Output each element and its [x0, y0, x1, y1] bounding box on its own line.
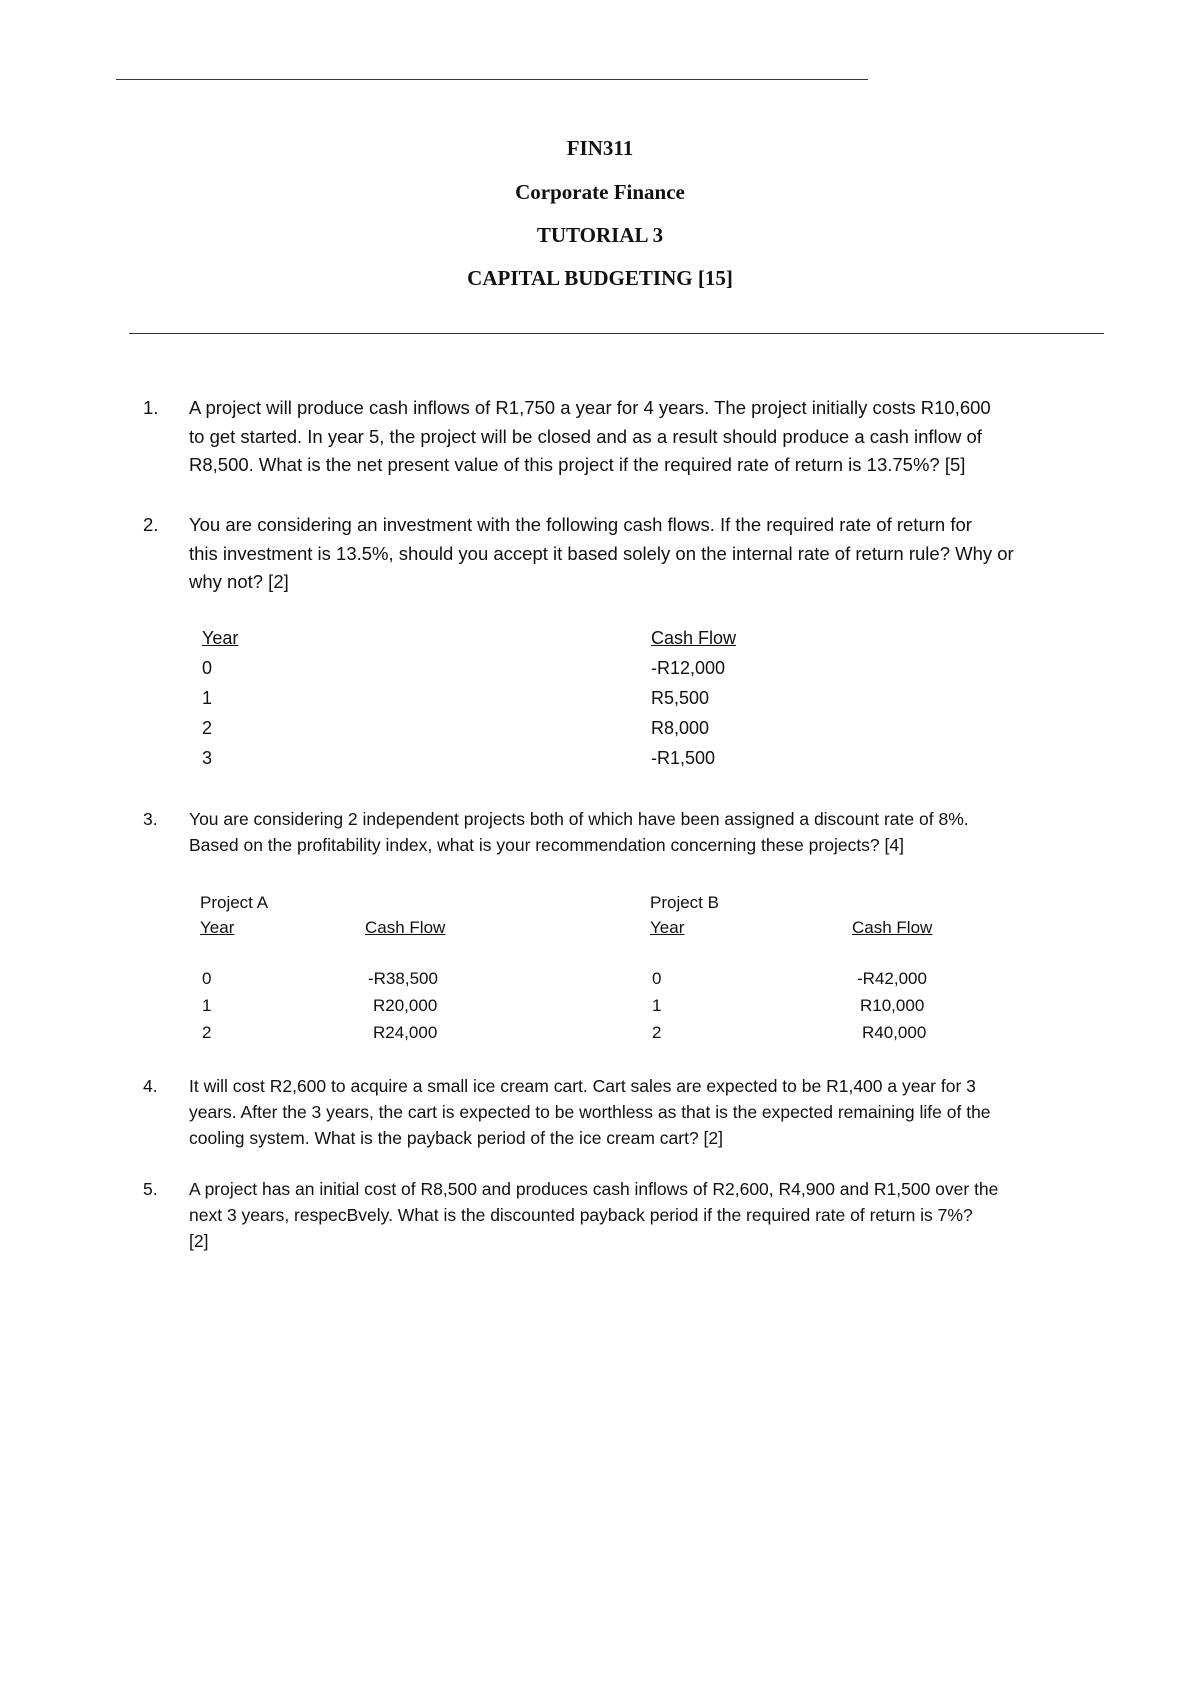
question-text-line: It will cost R2,600 to acquire a small ice cream cart. Cart sales are expected to be R1,400 a year for 3: [189, 1076, 976, 1096]
table-cell-year: 0: [652, 969, 662, 988]
table-cell-cash-flow: -R42,000: [857, 969, 927, 988]
question-number: 2.: [143, 514, 159, 535]
table-cell-cash-flow: R10,000: [860, 996, 925, 1015]
question-number: 5.: [143, 1179, 158, 1199]
table-cell-cash-flow: R40,000: [862, 1023, 927, 1042]
table-cell-cash-flow: -R38,500: [368, 969, 438, 988]
question-text-line: A project has an initial cost of R8,500 and produces cash inflows of R2,600, R4,900 and R1,500 over the: [189, 1179, 999, 1199]
table-cell-year: 2: [202, 718, 213, 738]
course-name: Corporate Finance: [515, 180, 685, 204]
question-5: [143, 1176, 1103, 1254]
table-cell-year: 2: [202, 1023, 212, 1042]
table-header-cash-flow: Cash Flow: [651, 628, 737, 648]
table-cell-year: 2: [652, 1023, 662, 1042]
table-header-year: Year: [202, 628, 239, 648]
table-cell-year: 0: [202, 969, 212, 988]
question-text-line: [2]: [189, 1231, 209, 1251]
table-cell-year: 1: [202, 688, 213, 708]
project-a-title: Project A: [200, 893, 269, 912]
question-2: [143, 511, 1103, 597]
tutorial-title: TUTORIAL 3: [536, 223, 664, 247]
table-cell-cash-flow: R8,000: [651, 718, 710, 738]
project-a-header-cash-flow: Cash Flow: [365, 918, 446, 937]
project-b-title: Project B: [650, 893, 719, 912]
question-text-line: A project will produce cash inflows of R1,750 a year for 4 years. The project initially costs R10,600: [189, 397, 991, 418]
table-cell-year: 0: [202, 658, 213, 678]
question-text-line: cooling system. What is the payback period of the ice cream cart? [2]: [189, 1128, 723, 1148]
question-1: [143, 394, 1103, 480]
question-text-line: You are considering 2 independent projects both of which have been assigned a discount rate of 8%.: [189, 809, 969, 829]
top-divider: [116, 79, 868, 80]
question-text-line: years. After the 3 years, the cart is expected to be worthless as that is the expected remaining life of the: [189, 1102, 991, 1122]
question-number: 1.: [143, 397, 159, 418]
question-number: 4.: [143, 1076, 158, 1096]
question-text-line: this investment is 13.5%, should you accept it based solely on the internal rate of return rule? Why or: [189, 542, 1014, 564]
course-code: FIN311: [566, 136, 634, 160]
question-text-line: next 3 years, respecBvely. What is the discounted payback period if the required rate of return is 7%?: [189, 1205, 973, 1225]
table-cell-year: 1: [202, 996, 212, 1015]
question-text-line: Based on the profitability index, what is your recommendation concerning these projects? [4]: [189, 835, 904, 855]
project-a-header-year: Year: [200, 918, 235, 937]
question-number: 3.: [143, 809, 158, 829]
question-3: [143, 806, 1103, 858]
project-b-header-cash-flow: Cash Flow: [852, 918, 933, 937]
table-cell-cash-flow: R5,500: [651, 688, 710, 708]
table-cell-cash-flow: -R12,000: [651, 658, 726, 678]
topic-title: CAPITAL BUDGETING [15]: [467, 266, 733, 290]
question-text-line: why not? [2]: [189, 571, 289, 592]
question-text-line: to get started. In year 5, the project will be closed and as a result should produce a cash inflow of: [189, 425, 982, 447]
question-text-line: You are considering an investment with the following cash flows. If the required rate of return for: [189, 514, 972, 535]
table-cell-cash-flow: -R1,500: [651, 748, 716, 768]
question-4: [143, 1073, 1103, 1151]
table-cell-year: 3: [202, 748, 213, 768]
table-cell-year: 1: [652, 996, 662, 1015]
project-b-header-year: Year: [650, 918, 685, 937]
question-text-line: R8,500. What is the net present value of this project if the required rate of return is 13.75%? [5]: [189, 454, 966, 475]
table-cell-cash-flow: R24,000: [373, 1023, 438, 1042]
header-divider: [129, 333, 1104, 334]
table-cell-cash-flow: R20,000: [373, 996, 438, 1015]
